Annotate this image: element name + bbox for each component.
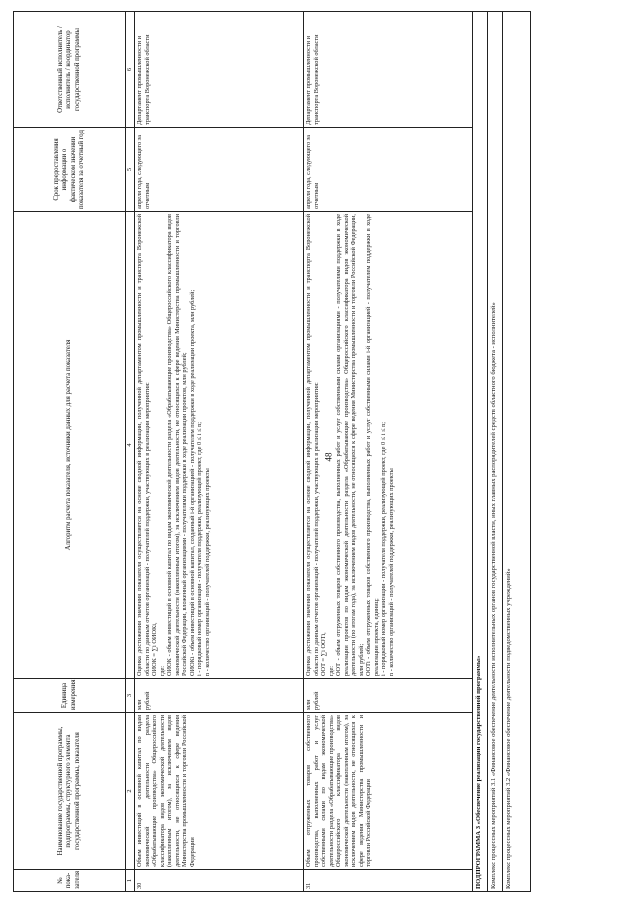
indicator-unit: млн рублей	[304, 679, 473, 713]
algorithm-line: i - порядковый номер организации - получателя поддержки, реализующей проект, где 0 ≤ i ≤ n;	[380, 421, 388, 676]
algorithm-formula: ОИОК = ∑i ОИОКi,	[151, 622, 159, 676]
column-number: 4	[126, 212, 135, 679]
column-number: 2	[126, 713, 135, 870]
table-row	[135, 12, 304, 892]
header-name: Наименование государственной программы, подпрограммы, структурного элемента государственной программы, показателя	[14, 713, 126, 870]
complex-row	[503, 12, 531, 892]
indicator-deadline: апреля года, следующего за отчетным	[135, 128, 304, 212]
indicator-name: Объем отгруженных товаров собственного производства, выполненных работ и услуг собственными силами по видам экономической деятельности раздела «Обрабатывающие производства» Общероссийского классификатора видов экономической деятельности (накопленным итогом), за исключением видов деятельности, не относящихся к сфере ведения Министерства промышленности и торговли Российской Федерации	[304, 713, 473, 870]
algorithm-line: n - количество организаций - получателей поддержки, реализующих проекты	[203, 468, 211, 676]
algorithm-line: где:	[327, 665, 335, 676]
column-numbers-row	[126, 12, 135, 892]
indicator-algorithm	[135, 212, 304, 679]
table-row	[304, 12, 473, 892]
subprogram-row	[473, 12, 488, 892]
column-number: 5	[126, 128, 135, 212]
indicator-unit: млн рублей	[135, 679, 304, 713]
algorithm-line: ОИОКi - объем инвестиций в основной капитал, созданный i-й организацией - получателем поддержки в ходе реализации проекта, млн рублей;	[188, 289, 196, 676]
header-algorithm: Алгоритм расчета показателя, источники данных для расчета показателя	[14, 212, 126, 679]
algorithm-line: ООТi - объем отгруженных товаров собственного производства, выполненных работ и услуг собственными силами i-й организацией - получателем поддержки в ходе реализации проекта, единиц;	[365, 214, 380, 676]
algorithm-line: где:	[158, 665, 166, 676]
complex-title: Комплекс процессных мероприятий 3.1 «Финансовое обеспечение деятельности исполнительных органов государственной власти, иных главных распорядителей средств областного бюджета - исполнителей»	[488, 12, 503, 892]
header-unit: Единица измерения	[14, 679, 126, 713]
page-number: 48	[323, 452, 334, 462]
indicator-responsible: Департамент промышленности и транспорта Воронежской области	[304, 12, 473, 128]
algorithm-line: ООТ - объем отгруженных товаров собственного производства, выполненных работ и услуг собственными силами организациями - получателями поддержки в ходе реализации проектов по видам экономической деятельности раздела «Обрабатывающие производства» Общероссийского классификатора видов экономической деятельности (по итогам года), за исключением видов деятельности, не относящихся к сфере ведения Министерства промышленности и торговли Российской Федерации, млн рублей;	[335, 214, 365, 676]
indicator-deadline: апреля года, следующего за отчетным	[304, 128, 473, 212]
subprogram-title: ПОДПРОГРАММА 3 «Обеспечение реализации государственной программы»	[473, 12, 488, 892]
column-number: 3	[126, 679, 135, 713]
rotated-table-container	[13, 12, 619, 892]
indicators-table	[13, 11, 531, 892]
header-deadline: Срок предоставления информации о фактическом значении показателя за отчетный год	[14, 128, 126, 212]
algorithm-line: Оценка достижения значения показателя осуществляется на основе сводной информации, полученной департаментом промышленности и транспорта Воронежской области по данным отчетов организаций - получателей поддержки, участвующих в реализации мероприятия:	[305, 214, 320, 676]
indicator-name: Объем инвестиций в основной капитал по видам экономической деятельности раздела «Обрабатывающие производства» Общероссийского классификатора видов экономической деятельности (накопленным итогом), за исключением видов деятельности, не относящихся к сфере ведения Министерства промышленности и торговли Российской Федерации	[135, 713, 304, 870]
indicator-algorithm	[304, 212, 473, 679]
indicator-responsible: Департамент промышленности и транспорта Воронежской области	[135, 12, 304, 128]
header-responsible: Ответственный исполнитель / исполнитель / координатор государственной программы	[14, 12, 126, 128]
algorithm-formula: ООТ = ∑i ООТi,	[320, 632, 328, 676]
complex-title: Комплекс процессных мероприятий 3.2 «Финансовое обеспечение деятельности подведомственных учреждений»	[503, 12, 531, 892]
header-number: № пока-зателя	[14, 870, 126, 892]
row-number: 31	[304, 870, 473, 892]
header-row	[14, 12, 126, 892]
algorithm-line: Оценка достижения значения показателя осуществляется на основе сводной информации, полученной департаментом промышленности и транспорта Воронежской области по данным отчетов организаций - получателей поддержки, участвующих в реализации мероприятия:	[136, 214, 151, 676]
column-number: 1	[126, 870, 135, 892]
complex-row	[488, 12, 503, 892]
algorithm-line: ОИОК - объем инвестиций в основной капитал по видам экономической деятельности раздела «Обрабатывающие производства» Общероссийского классификатора видов экономической деятельности (накопленным итогом), за исключением видов деятельности, не относящихся к сфере ведения Министерства промышленности и торговли Российской Федерации, вложенный организациями - получателями поддержки в ходе реализации проектов, млн рублей;	[166, 214, 189, 676]
column-number: 6	[126, 12, 135, 128]
algorithm-line: n - количество организаций - получателей поддержки, реализующих проекты	[388, 468, 396, 676]
row-number: 30	[135, 870, 304, 892]
algorithm-line: i - порядковый номер организации - получателя поддержки, реализующей проект, где 0 ≤ i ≤ n;	[196, 421, 204, 676]
